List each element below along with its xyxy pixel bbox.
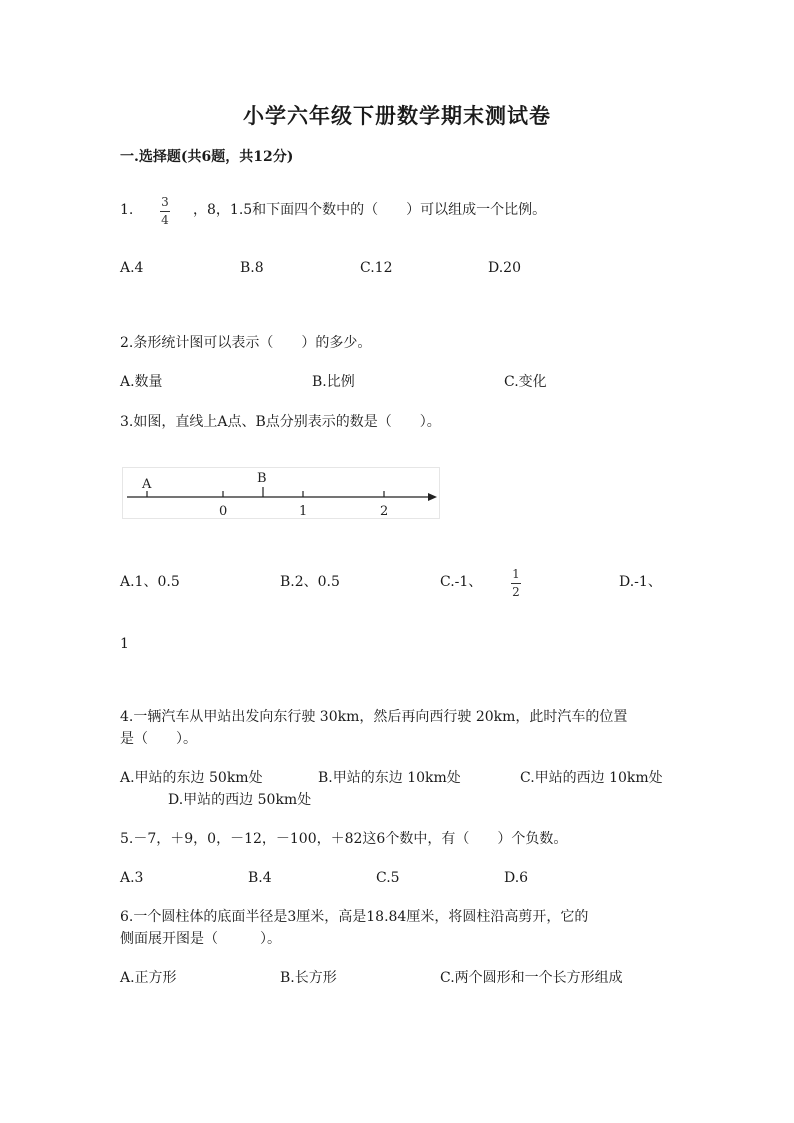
option-a[interactable]: A.1、0.5 [120,574,180,590]
option-d[interactable]: D.20 [488,260,521,276]
tick-label-2: 2 [380,504,389,518]
question-1-text: ，8，1.5和下面四个数中的（ ）可以组成一个比例。 [193,202,547,218]
option-c[interactable]: C.甲站的西边 10km处 [520,770,663,786]
fraction-denominator: 2 [512,585,520,599]
label-b: B [257,471,267,486]
option-c[interactable]: C.12 [360,260,393,276]
number-line-svg [123,468,439,518]
question-1-fraction [160,196,170,227]
question-2-text: 2.条形统计图可以表示（ ）的多少。 [120,335,372,351]
axis-arrow-icon [428,493,437,501]
fraction-bar [160,211,170,212]
option-a[interactable]: A.3 [120,870,144,886]
option-b[interactable]: B.甲站的东边 10km处 [318,770,461,786]
option-b[interactable]: B.8 [240,260,264,276]
option-c[interactable]: C.5 [376,870,400,886]
tick-label-0: 0 [219,504,228,518]
option-c-fraction [511,568,521,599]
option-a[interactable]: A.数量 [120,374,163,390]
page-title: 小学六年级下册数学期末测试卷 [243,103,551,128]
option-b[interactable]: B.4 [248,870,272,886]
question-5-text: 5.－7，＋9，0，－12，－100，＋82这6个数中，有（ ）个负数。 [120,831,568,847]
question-4-text-line1: 4.一辆汽车从甲站出发向东行驶 30km，然后再向西行驶 20km，此时汽车的位置 [120,709,628,725]
fraction-numerator: 1 [512,567,520,581]
option-b[interactable]: B.长方形 [280,970,337,986]
option-d[interactable]: D.甲站的西边 50km处 [168,792,312,808]
question-3-text: 3.如图，直线上A点、B点分别表示的数是（ ）。 [120,414,441,430]
section-heading: 一.选择题(共6题，共12分) [120,149,294,165]
option-b[interactable]: B.2、0.5 [280,574,340,590]
fraction-bar [511,583,521,584]
question-6-text-line2: 侧面展开图是（ ）。 [120,931,281,947]
question-4-text-line2: 是（ ）。 [120,731,197,747]
option-c[interactable]: C.-1、 [440,574,483,590]
option-d-continued: 1 [120,636,129,652]
option-d[interactable]: D.6 [504,870,529,886]
option-c[interactable]: C.两个圆形和一个长方形组成 [440,970,623,986]
option-a[interactable]: A.甲站的东边 50km处 [120,770,263,786]
option-a[interactable]: A.正方形 [120,970,177,986]
fraction-denominator: 4 [161,213,169,227]
option-a[interactable]: A.4 [120,260,144,276]
question-6-text-line1: 6.一个圆柱体的底面半径是3厘米，高是18.84厘米，将圆柱沿高剪开，它的 [120,909,589,925]
option-c[interactable]: C.变化 [504,374,547,390]
tick-label-1: 1 [299,504,308,518]
option-d[interactable]: D.-1、 [619,574,662,590]
number-line-figure [122,467,440,519]
fraction-numerator: 3 [161,195,169,209]
option-b[interactable]: B.比例 [312,374,355,390]
label-a: A [142,477,152,492]
question-1-number: 1. [120,202,134,218]
